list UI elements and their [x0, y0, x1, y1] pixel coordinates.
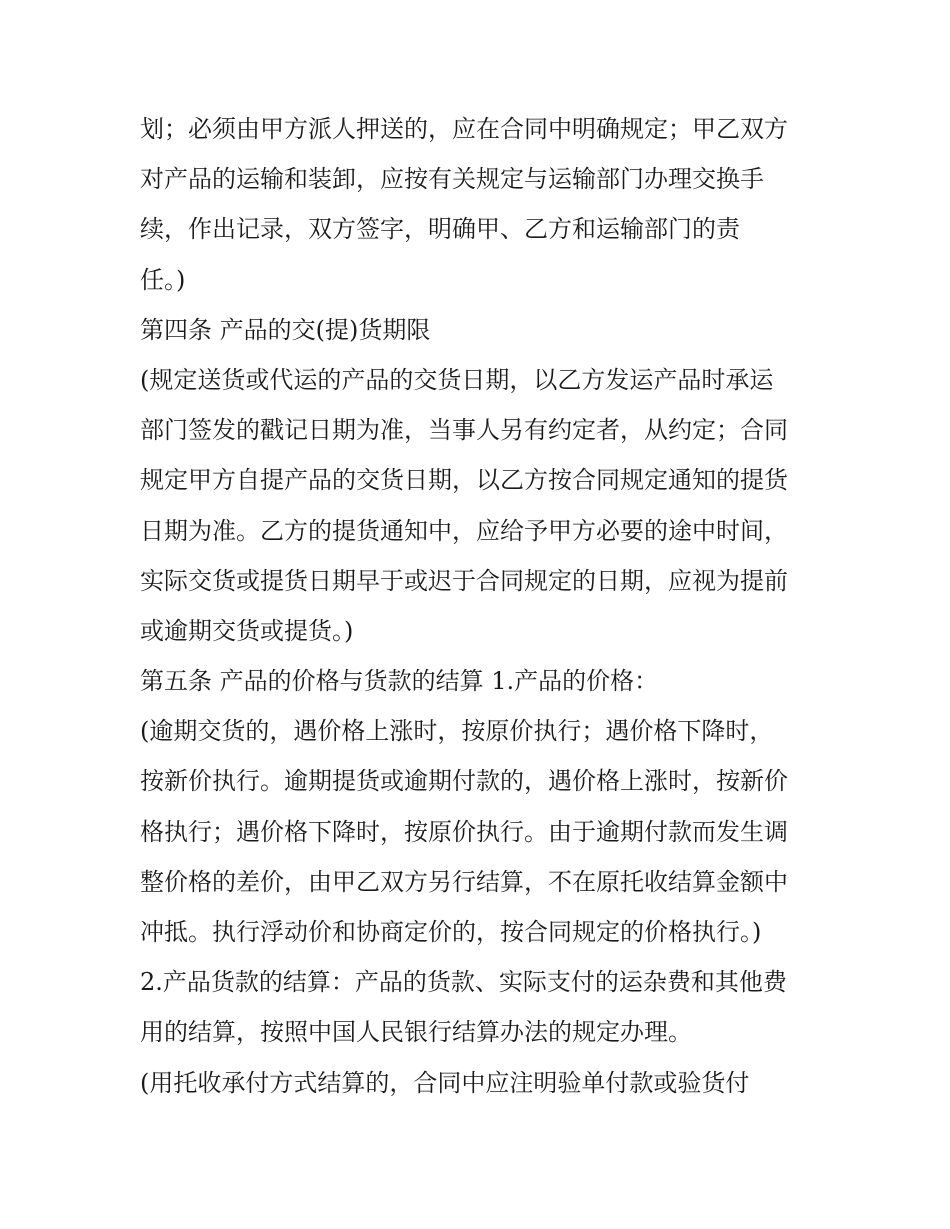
text-line: 续，作出记录，双方签字，明确甲、乙方和运输部门的责 [140, 215, 740, 244]
text-line: 规定甲方自提产品的交货日期，以乙方按合同规定通知的提货 [140, 466, 788, 495]
text-line: 日期为准。乙方的提货通知中，应给予甲方必要的途中时间， [140, 516, 788, 545]
text-line: 2.产品货款的结算：产品的货款、实际支付的运杂费和其他费 [140, 968, 787, 997]
text-line: (规定送货或代运的产品的交货日期，以乙方发运产品时承运 [140, 365, 774, 394]
text-line: 划；必须由甲方派人押送的，应在合同中明确规定；甲乙双方 [140, 115, 788, 143]
text-line: (逾期交货的，遇价格上涨时，按原价执行；遇价格下降时， [140, 717, 774, 746]
text-line: 或逾期交货或提货。) [140, 616, 354, 645]
text-line: (用托收承付方式结算的，合同中应注明验单付款或验货付 [140, 1068, 750, 1097]
text-line: 按新价执行。逾期提货或逾期付款的，遇价格上涨时，按新价 [140, 767, 788, 796]
text-line: 任。) [140, 265, 186, 294]
text-line: 实际交货或提货日期早于或迟于合同规定的日期，应视为提前 [140, 566, 788, 595]
text-line: 部门签发的戳记日期为准，当事人另有约定者，从约定；合同 [140, 416, 788, 445]
text-line: 整价格的差价，由甲乙双方另行结算，不在原托收结算金额中 [140, 867, 788, 896]
text-line: 对产品的运输和装卸，应按有关规定与运输部门办理交换手 [140, 165, 764, 194]
contract-body-text [140, 104, 820, 1108]
article-heading-4: 第四条 产品的交(提)货期限 [140, 315, 431, 344]
text-line: 冲抵。执行浮动价和协商定价的，按合同规定的价格执行。) [140, 918, 762, 946]
text-line: 格执行；遇价格下降时，按原价执行。由于逾期付款而发生调 [140, 817, 788, 846]
article-heading-5: 第五条 产品的价格与货款的结算 1.产品的价格： [140, 667, 659, 696]
text-line: 用的结算，按照中国人民银行结算办法的规定办理。 [140, 1018, 692, 1047]
